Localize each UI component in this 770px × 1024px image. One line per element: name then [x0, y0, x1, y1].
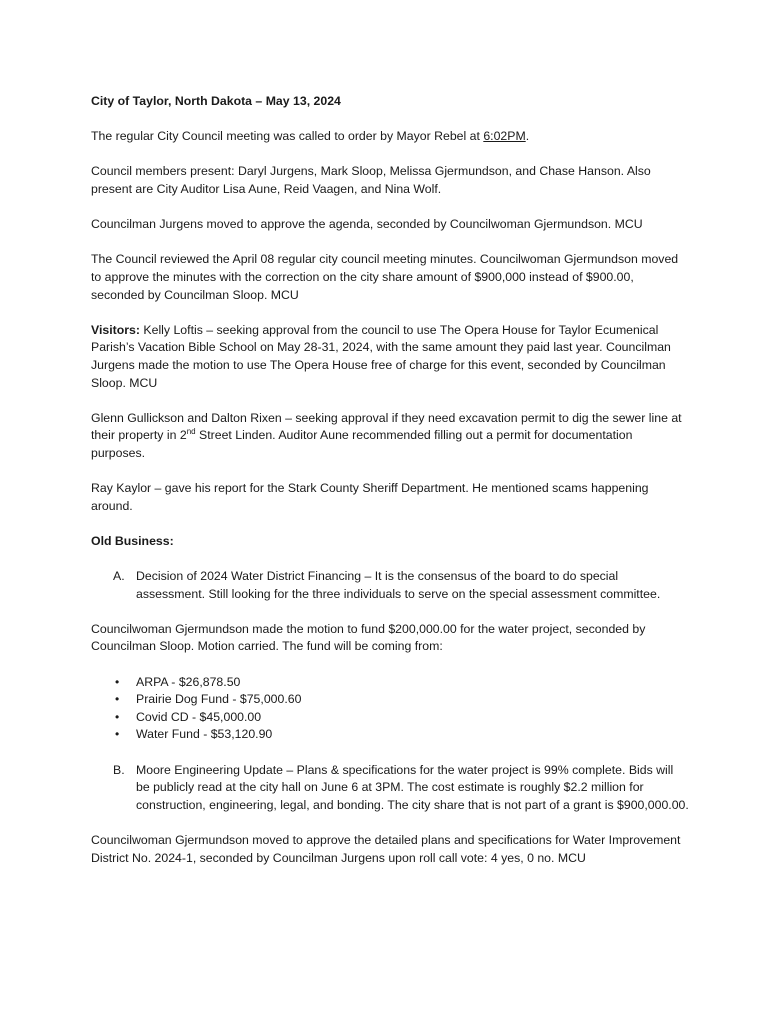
list-marker: A. — [113, 569, 125, 584]
meeting-minutes-document — [91, 93, 689, 885]
fund-motion-paragraph: Councilwoman Gjermundson made the motion to fund $200,000.00 for the water project, seconded by Councilman Sloop. Motion carried. The fund will be coming from: — [91, 621, 646, 654]
list-item — [91, 762, 689, 815]
document-title: City of Taylor, North Dakota – May 13, 2024 — [91, 94, 341, 108]
fund-source-text: Water Fund - $53,120.90 — [136, 727, 273, 742]
visitor-gullickson-paragraph — [91, 410, 689, 463]
visitor-kaylor-paragraph: Ray Kaylor – gave his report for the Stark County Sheriff Department. He mentioned scams happening around. — [91, 481, 649, 513]
fund-sources-list — [91, 674, 689, 744]
bullet-icon: • — [115, 709, 120, 724]
list-marker: B. — [113, 762, 125, 777]
call-to-order-time: 6:02PM — [483, 129, 526, 144]
call-to-order-paragraph — [91, 128, 689, 146]
engineering-update-text: Moore Engineering Update – Plans & specifications for the water project is 99% complete. Bids will be publicly read at the city hall on June 6 at 3PM. The cost estimate is roughly $2.2 million for construction, engineering, legal, and bonding. The city share that is not part of a grant is $900,000.00. — [136, 762, 689, 812]
plans-motion-paragraph: Councilwoman Gjermundson moved to approve the detailed plans and specifications for Water Improvement District No. 2024-1, seconded by Councilman Jurgens upon roll call vote: 4 yes, 0 no. MCU — [91, 832, 681, 865]
old-business-list-a — [91, 568, 689, 603]
water-financing-text: Decision of 2024 Water District Financing – It is the consensus of the board to do special assessment. Still looking for the three individuals to serve on the special assessment committee. — [136, 569, 661, 601]
attendance-paragraph: Council members present: Daryl Jurgens, Mark Sloop, Melissa Gjermundson, and Chase Hanson. Also present are City Auditor Lisa Aune, Reid Vaagen, and Nina Wolf. — [91, 164, 651, 196]
bullet-icon: • — [115, 674, 120, 689]
visitor-loftis-paragraph — [91, 322, 689, 392]
list-item — [91, 674, 689, 692]
fund-source-text: Covid CD - $45,000.00 — [136, 709, 262, 724]
call-to-order-text: The regular City Council meeting was called to order by Mayor Rebel at — [91, 129, 484, 144]
visitor-loftis-text: Kelly Loftis – seeking approval from the council to use The Opera House for Taylor Ecumenical Parish’s Vacation Bible School on May 28-31, 2024, with the same amount they paid last year. Councilman Jurgens made the motion to use The Opera House free of charge for this event, seconded by Councilman Sloop. MCU — [91, 322, 671, 390]
ordinal-suffix: nd — [186, 427, 196, 437]
fund-source-text: ARPA - $26,878.50 — [136, 674, 241, 689]
old-business-heading: Old Business: — [91, 533, 174, 548]
call-to-order-end: . — [525, 129, 530, 144]
list-item — [91, 568, 689, 603]
agenda-paragraph: Councilman Jurgens moved to approve the agenda, seconded by Councilwoman Gjermundson. MCU — [91, 217, 643, 232]
list-item — [91, 726, 689, 744]
minutes-paragraph: The Council reviewed the April 08 regular city council meeting minutes. Councilwoman Gjermundson moved to approve the minutes with the correction on the city share amount of $900,000 instead of $900.00, seconded by Councilman Sloop. MCU — [91, 252, 679, 302]
visitor-gullickson-text: Glenn Gullickson and Dalton Rixen – seeking approval if they need excavation permit to dig the sewer line at their property in 2 — [91, 410, 682, 443]
visitor-gullickson-text-end: Street Linden. Auditor Aune recommended filling out a permit for documentation purposes. — [91, 428, 633, 460]
list-item — [91, 709, 689, 727]
bullet-icon: • — [115, 727, 120, 742]
old-business-list-b — [91, 762, 689, 815]
list-item — [91, 691, 689, 709]
fund-source-text: Prairie Dog Fund - $75,000.60 — [136, 692, 302, 707]
visitors-label: Visitors: — [91, 322, 140, 337]
bullet-icon: • — [115, 692, 120, 707]
